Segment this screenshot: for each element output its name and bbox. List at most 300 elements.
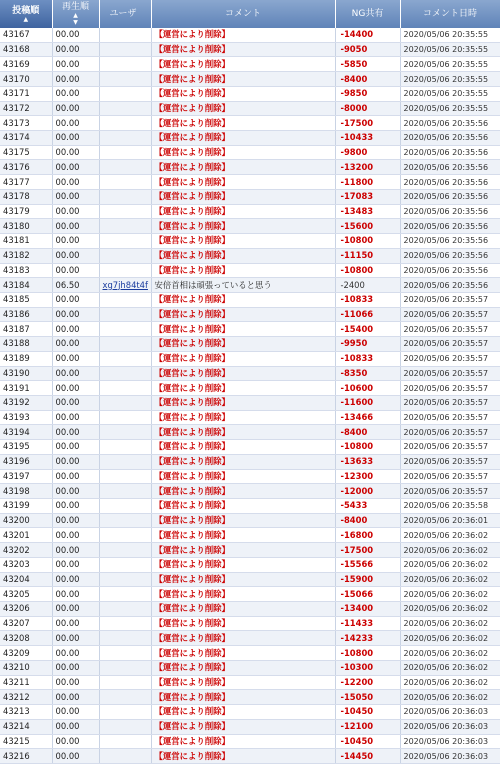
cell-comment: 【運営により削除】 <box>151 57 335 72</box>
cell-post-order: 43211 <box>0 675 52 690</box>
cell-comment-date: 2020/05/06 20:35:57 <box>400 395 500 410</box>
cell-ng-share: -8400 <box>335 513 400 528</box>
column-header-play-order-label: 再生順 <box>61 2 89 12</box>
cell-user <box>99 57 151 72</box>
column-header-comment <box>151 0 335 28</box>
table-row[interactable] <box>0 86 500 101</box>
cell-ng-share: -12300 <box>335 469 400 484</box>
cell-comment-date: 2020/05/06 20:35:56 <box>400 204 500 219</box>
cell-play-time: 00.00 <box>52 454 99 469</box>
table-row[interactable] <box>0 631 500 646</box>
table-row[interactable] <box>0 72 500 87</box>
cell-comment-date: 2020/05/06 20:36:02 <box>400 631 500 646</box>
table-row[interactable] <box>0 307 500 322</box>
cell-ng-share: -17083 <box>335 189 400 204</box>
cell-post-order: 43183 <box>0 263 52 278</box>
cell-post-order: 43177 <box>0 175 52 190</box>
cell-comment: 【運営により削除】 <box>151 337 335 352</box>
table-row[interactable] <box>0 278 500 293</box>
cell-ng-share: -14450 <box>335 749 400 764</box>
cell-user <box>99 690 151 705</box>
table-row[interactable] <box>0 248 500 263</box>
cell-ng-share: -15400 <box>335 322 400 337</box>
cell-comment: 【運営により削除】 <box>151 322 335 337</box>
cell-play-time: 00.00 <box>52 572 99 587</box>
cell-post-order: 43185 <box>0 292 52 307</box>
cell-ng-share: -8400 <box>335 425 400 440</box>
cell-play-time: 00.00 <box>52 440 99 455</box>
cell-user <box>99 587 151 602</box>
cell-comment-date: 2020/05/06 20:35:56 <box>400 219 500 234</box>
cell-play-time: 00.00 <box>52 307 99 322</box>
cell-user <box>99 499 151 514</box>
cell-user <box>99 543 151 558</box>
table-row[interactable] <box>0 660 500 675</box>
column-header-user <box>99 0 151 28</box>
cell-comment: 【運営により削除】 <box>151 219 335 234</box>
cell-ng-share: -8400 <box>335 72 400 87</box>
cell-post-order: 43195 <box>0 440 52 455</box>
cell-ng-share: -16800 <box>335 528 400 543</box>
cell-play-time: 00.00 <box>52 602 99 617</box>
cell-comment: 【運営により削除】 <box>151 86 335 101</box>
table-row[interactable] <box>0 42 500 57</box>
cell-post-order: 43214 <box>0 719 52 734</box>
cell-comment-date: 2020/05/06 20:35:57 <box>400 292 500 307</box>
cell-user <box>99 189 151 204</box>
cell-comment-date: 2020/05/06 20:35:55 <box>400 42 500 57</box>
table-row[interactable] <box>0 484 500 499</box>
cell-post-order: 43192 <box>0 395 52 410</box>
cell-ng-share: -10800 <box>335 263 400 278</box>
cell-ng-share: -10300 <box>335 660 400 675</box>
cell-comment-date: 2020/05/06 20:35:56 <box>400 116 500 131</box>
cell-comment-date: 2020/05/06 20:35:55 <box>400 72 500 87</box>
cell-ng-share: -11150 <box>335 248 400 263</box>
cell-play-time: 00.00 <box>52 72 99 87</box>
cell-comment-date: 2020/05/06 20:36:02 <box>400 557 500 572</box>
cell-post-order: 43216 <box>0 749 52 764</box>
cell-ng-share: -10800 <box>335 646 400 661</box>
cell-post-order: 43181 <box>0 234 52 249</box>
table-row[interactable] <box>0 705 500 720</box>
cell-play-time: 06.50 <box>52 278 99 293</box>
cell-comment-date: 2020/05/06 20:35:57 <box>400 307 500 322</box>
cell-play-time: 00.00 <box>52 263 99 278</box>
cell-comment: 【運営により削除】 <box>151 557 335 572</box>
cell-post-order: 43189 <box>0 351 52 366</box>
cell-user <box>99 705 151 720</box>
column-header-ng-share <box>335 0 400 28</box>
cell-comment-date: 2020/05/06 20:36:02 <box>400 616 500 631</box>
cell-ng-share: -12000 <box>335 484 400 499</box>
table-row[interactable] <box>0 602 500 617</box>
cell-comment-date: 2020/05/06 20:36:03 <box>400 749 500 764</box>
cell-ng-share: -10800 <box>335 440 400 455</box>
cell-user <box>99 116 151 131</box>
table-body <box>0 28 500 763</box>
cell-user <box>99 425 151 440</box>
table-row[interactable] <box>0 263 500 278</box>
cell-comment: 【運営により削除】 <box>151 131 335 146</box>
cell-comment-date: 2020/05/06 20:35:58 <box>400 499 500 514</box>
cell-comment-date: 2020/05/06 20:35:57 <box>400 425 500 440</box>
cell-post-order: 43190 <box>0 366 52 381</box>
cell-comment-date: 2020/05/06 20:35:57 <box>400 484 500 499</box>
cell-post-order: 43180 <box>0 219 52 234</box>
table-row[interactable] <box>0 616 500 631</box>
cell-post-order: 43182 <box>0 248 52 263</box>
cell-play-time: 00.00 <box>52 204 99 219</box>
cell-post-order: 43212 <box>0 690 52 705</box>
cell-ng-share: -17500 <box>335 116 400 131</box>
table-row[interactable] <box>0 57 500 72</box>
cell-user <box>99 131 151 146</box>
cell-comment: 【運営により削除】 <box>151 749 335 764</box>
cell-post-order: 43207 <box>0 616 52 631</box>
cell-post-order: 43170 <box>0 72 52 87</box>
cell-play-time: 00.00 <box>52 351 99 366</box>
table-row[interactable] <box>0 337 500 352</box>
cell-comment-date: 2020/05/06 20:35:56 <box>400 248 500 263</box>
cell-user <box>99 204 151 219</box>
cell-comment: 【運営により削除】 <box>151 602 335 617</box>
cell-user <box>99 366 151 381</box>
cell-comment: 【運営により削除】 <box>151 719 335 734</box>
table-row[interactable] <box>0 234 500 249</box>
cell-play-time: 00.00 <box>52 248 99 263</box>
cell-user <box>99 72 151 87</box>
cell-user <box>99 410 151 425</box>
cell-user <box>99 719 151 734</box>
table-row[interactable] <box>0 366 500 381</box>
cell-comment: 【運営により削除】 <box>151 690 335 705</box>
cell-comment-date: 2020/05/06 20:35:56 <box>400 175 500 190</box>
cell-play-time: 00.00 <box>52 234 99 249</box>
cell-post-order: 43169 <box>0 57 52 72</box>
cell-comment-date: 2020/05/06 20:36:01 <box>400 513 500 528</box>
cell-comment-date: 2020/05/06 20:36:02 <box>400 690 500 705</box>
cell-comment: 【運営により削除】 <box>151 263 335 278</box>
cell-ng-share: -12200 <box>335 675 400 690</box>
cell-ng-share: -15050 <box>335 690 400 705</box>
cell-play-time: 00.00 <box>52 175 99 190</box>
cell-comment-date: 2020/05/06 20:35:57 <box>400 410 500 425</box>
cell-ng-share: -13483 <box>335 204 400 219</box>
cell-post-order: 43209 <box>0 646 52 661</box>
cell-play-time: 00.00 <box>52 337 99 352</box>
table-row[interactable] <box>0 646 500 661</box>
cell-user <box>99 631 151 646</box>
cell-comment: 【運営により削除】 <box>151 616 335 631</box>
cell-post-order: 43200 <box>0 513 52 528</box>
cell-comment-date: 2020/05/06 20:36:02 <box>400 675 500 690</box>
table-row[interactable] <box>0 749 500 764</box>
cell-play-time: 00.00 <box>52 616 99 631</box>
table-row[interactable] <box>0 219 500 234</box>
table-row[interactable] <box>0 292 500 307</box>
cell-play-time: 00.00 <box>52 160 99 175</box>
cell-play-time: 00.00 <box>52 484 99 499</box>
cell-user <box>99 557 151 572</box>
table-row[interactable] <box>0 690 500 705</box>
cell-comment: 【運営により削除】 <box>151 175 335 190</box>
cell-comment: 【運営により削除】 <box>151 705 335 720</box>
cell-ng-share: -13400 <box>335 602 400 617</box>
table-row[interactable] <box>0 513 500 528</box>
cell-comment: 【運営により削除】 <box>151 543 335 558</box>
cell-comment-date: 2020/05/06 20:35:55 <box>400 101 500 116</box>
cell-comment-date: 2020/05/06 20:36:02 <box>400 572 500 587</box>
table-row[interactable] <box>0 189 500 204</box>
cell-comment: 【運営により削除】 <box>151 204 335 219</box>
cell-comment-date: 2020/05/06 20:36:02 <box>400 660 500 675</box>
cell-post-order: 43194 <box>0 425 52 440</box>
table-row[interactable] <box>0 116 500 131</box>
table-row[interactable] <box>0 499 500 514</box>
cell-play-time: 00.00 <box>52 322 99 337</box>
table-row[interactable] <box>0 425 500 440</box>
user-id-link[interactable]: xg7jh84t4f <box>102 279 148 290</box>
cell-post-order: 43187 <box>0 322 52 337</box>
cell-comment: 【運営により削除】 <box>151 528 335 543</box>
table-row[interactable] <box>0 440 500 455</box>
cell-play-time: 00.00 <box>52 189 99 204</box>
cell-post-order: 43188 <box>0 337 52 352</box>
table-row[interactable] <box>0 351 500 366</box>
table-row[interactable] <box>0 160 500 175</box>
cell-ng-share: -15066 <box>335 587 400 602</box>
cell-user <box>99 572 151 587</box>
cell-comment-date: 2020/05/06 20:35:55 <box>400 86 500 101</box>
cell-post-order: 43204 <box>0 572 52 587</box>
table-row[interactable] <box>0 28 500 42</box>
cell-play-time: 00.00 <box>52 734 99 749</box>
column-header-comment-date-label: コメント日時 <box>422 9 477 19</box>
cell-post-order: 43206 <box>0 602 52 617</box>
cell-ng-share: -8350 <box>335 366 400 381</box>
cell-user <box>99 454 151 469</box>
table-row[interactable] <box>0 175 500 190</box>
cell-play-time: 00.00 <box>52 57 99 72</box>
cell-comment-date: 2020/05/06 20:35:57 <box>400 469 500 484</box>
table-row[interactable] <box>0 145 500 160</box>
cell-comment: 【運営により削除】 <box>151 484 335 499</box>
cell-post-order: 43205 <box>0 587 52 602</box>
cell-user <box>99 675 151 690</box>
cell-play-time: 00.00 <box>52 587 99 602</box>
cell-post-order: 43178 <box>0 189 52 204</box>
table-row[interactable] <box>0 572 500 587</box>
cell-post-order: 43172 <box>0 101 52 116</box>
cell-ng-share: -14233 <box>335 631 400 646</box>
cell-user <box>99 469 151 484</box>
table-row[interactable] <box>0 587 500 602</box>
cell-comment: 【運営により削除】 <box>151 440 335 455</box>
cell-comment-date: 2020/05/06 20:35:57 <box>400 454 500 469</box>
cell-comment: 安倍首相は頑張っていると思う <box>151 278 335 293</box>
cell-comment-date: 2020/05/06 20:36:02 <box>400 587 500 602</box>
cell-ng-share: -2400 <box>335 278 400 293</box>
cell-user <box>99 234 151 249</box>
cell-comment-date: 2020/05/06 20:35:57 <box>400 381 500 396</box>
cell-comment-date: 2020/05/06 20:36:02 <box>400 543 500 558</box>
cell-play-time: 00.00 <box>52 410 99 425</box>
cell-comment: 【運営により削除】 <box>151 734 335 749</box>
table-row[interactable] <box>0 204 500 219</box>
cell-user <box>99 101 151 116</box>
cell-post-order: 43208 <box>0 631 52 646</box>
cell-comment: 【運営により削除】 <box>151 145 335 160</box>
cell-ng-share: -11800 <box>335 175 400 190</box>
table-row[interactable] <box>0 101 500 116</box>
table-row[interactable] <box>0 395 500 410</box>
cell-user <box>99 248 151 263</box>
table-row[interactable] <box>0 675 500 690</box>
table-row[interactable] <box>0 734 500 749</box>
cell-comment: 【運営により削除】 <box>151 160 335 175</box>
table-header-row <box>0 0 500 28</box>
cell-comment: 【運営により削除】 <box>151 28 335 42</box>
column-header-user-label: ユーザ <box>109 9 137 19</box>
cell-post-order: 43179 <box>0 204 52 219</box>
cell-ng-share: -10450 <box>335 734 400 749</box>
table-row[interactable] <box>0 454 500 469</box>
cell-post-order: 43210 <box>0 660 52 675</box>
table-row[interactable] <box>0 719 500 734</box>
table-row[interactable] <box>0 528 500 543</box>
cell-comment: 【運営により削除】 <box>151 189 335 204</box>
cell-ng-share: -11600 <box>335 395 400 410</box>
cell-play-time: 00.00 <box>52 395 99 410</box>
cell-play-time: 00.00 <box>52 86 99 101</box>
cell-ng-share: -11066 <box>335 307 400 322</box>
cell-comment: 【運営により削除】 <box>151 454 335 469</box>
cell-comment-date: 2020/05/06 20:36:03 <box>400 719 500 734</box>
cell-post-order: 43197 <box>0 469 52 484</box>
cell-post-order: 43168 <box>0 42 52 57</box>
cell-comment: 【運営により削除】 <box>151 513 335 528</box>
cell-play-time: 00.00 <box>52 631 99 646</box>
cell-user <box>99 381 151 396</box>
cell-comment-date: 2020/05/06 20:36:03 <box>400 705 500 720</box>
cell-ng-share: -13200 <box>335 160 400 175</box>
table-row[interactable] <box>0 322 500 337</box>
table-row[interactable] <box>0 469 500 484</box>
cell-play-time: 00.00 <box>52 646 99 661</box>
cell-comment: 【運営により削除】 <box>151 248 335 263</box>
cell-play-time: 00.00 <box>52 528 99 543</box>
cell-comment: 【運営により削除】 <box>151 469 335 484</box>
cell-comment: 【運営により削除】 <box>151 572 335 587</box>
cell-user <box>99 337 151 352</box>
cell-comment: 【運営により削除】 <box>151 631 335 646</box>
cell-comment: 【運営により削除】 <box>151 116 335 131</box>
cell-user <box>99 292 151 307</box>
cell-post-order: 43174 <box>0 131 52 146</box>
cell-user <box>99 513 151 528</box>
cell-post-order: 43171 <box>0 86 52 101</box>
cell-post-order: 43176 <box>0 160 52 175</box>
cell-ng-share: -15900 <box>335 572 400 587</box>
cell-ng-share: -9950 <box>335 337 400 352</box>
cell-user <box>99 322 151 337</box>
column-header-comment-date <box>400 0 500 28</box>
cell-comment: 【運営により削除】 <box>151 72 335 87</box>
cell-comment: 【運営により削除】 <box>151 381 335 396</box>
table-row[interactable] <box>0 410 500 425</box>
cell-play-time: 00.00 <box>52 499 99 514</box>
cell-ng-share: -15600 <box>335 219 400 234</box>
cell-comment-date: 2020/05/06 20:35:55 <box>400 28 500 42</box>
cell-play-time: 00.00 <box>52 366 99 381</box>
cell-comment: 【運営により削除】 <box>151 42 335 57</box>
cell-post-order: 43215 <box>0 734 52 749</box>
cell-ng-share: -12100 <box>335 719 400 734</box>
cell-play-time: 00.00 <box>52 145 99 160</box>
cell-post-order: 43173 <box>0 116 52 131</box>
cell-user <box>99 646 151 661</box>
table-row[interactable] <box>0 557 500 572</box>
cell-ng-share: -10600 <box>335 381 400 396</box>
cell-play-time: 00.00 <box>52 425 99 440</box>
cell-play-time: 00.00 <box>52 513 99 528</box>
cell-comment-date: 2020/05/06 20:36:02 <box>400 646 500 661</box>
cell-user <box>99 86 151 101</box>
table-row[interactable] <box>0 131 500 146</box>
cell-post-order: 43186 <box>0 307 52 322</box>
cell-user <box>99 616 151 631</box>
cell-comment: 【運営により削除】 <box>151 234 335 249</box>
column-header-play-order[interactable] <box>52 0 99 28</box>
table-row[interactable] <box>0 381 500 396</box>
cell-post-order: 43213 <box>0 705 52 720</box>
table-row[interactable] <box>0 543 500 558</box>
cell-play-time: 00.00 <box>52 543 99 558</box>
cell-comment: 【運営により削除】 <box>151 292 335 307</box>
cell-user <box>99 219 151 234</box>
column-header-post-order[interactable] <box>0 0 52 28</box>
cell-comment: 【運営により削除】 <box>151 351 335 366</box>
cell-ng-share: -10433 <box>335 131 400 146</box>
cell-comment-date: 2020/05/06 20:35:56 <box>400 278 500 293</box>
cell-post-order: 43202 <box>0 543 52 558</box>
cell-user <box>99 175 151 190</box>
cell-comment-date: 2020/05/06 20:36:02 <box>400 602 500 617</box>
cell-post-order: 43201 <box>0 528 52 543</box>
cell-ng-share: -10833 <box>335 292 400 307</box>
cell-ng-share: -9850 <box>335 86 400 101</box>
cell-ng-share: -10833 <box>335 351 400 366</box>
cell-play-time: 00.00 <box>52 660 99 675</box>
cell-comment-date: 2020/05/06 20:35:57 <box>400 337 500 352</box>
cell-user <box>99 160 151 175</box>
cell-play-time: 00.00 <box>52 719 99 734</box>
cell-play-time: 00.00 <box>52 131 99 146</box>
cell-ng-share: -13466 <box>335 410 400 425</box>
cell-comment: 【運営により削除】 <box>151 366 335 381</box>
cell-comment-date: 2020/05/06 20:36:03 <box>400 734 500 749</box>
column-header-ng-share-label: NG共有 <box>351 9 384 19</box>
cell-user <box>99 528 151 543</box>
cell-user <box>99 278 151 293</box>
cell-comment-date: 2020/05/06 20:35:57 <box>400 366 500 381</box>
cell-user <box>99 484 151 499</box>
cell-comment-date: 2020/05/06 20:36:02 <box>400 528 500 543</box>
cell-comment: 【運営により削除】 <box>151 425 335 440</box>
cell-ng-share: -9800 <box>335 145 400 160</box>
cell-play-time: 00.00 <box>52 28 99 42</box>
